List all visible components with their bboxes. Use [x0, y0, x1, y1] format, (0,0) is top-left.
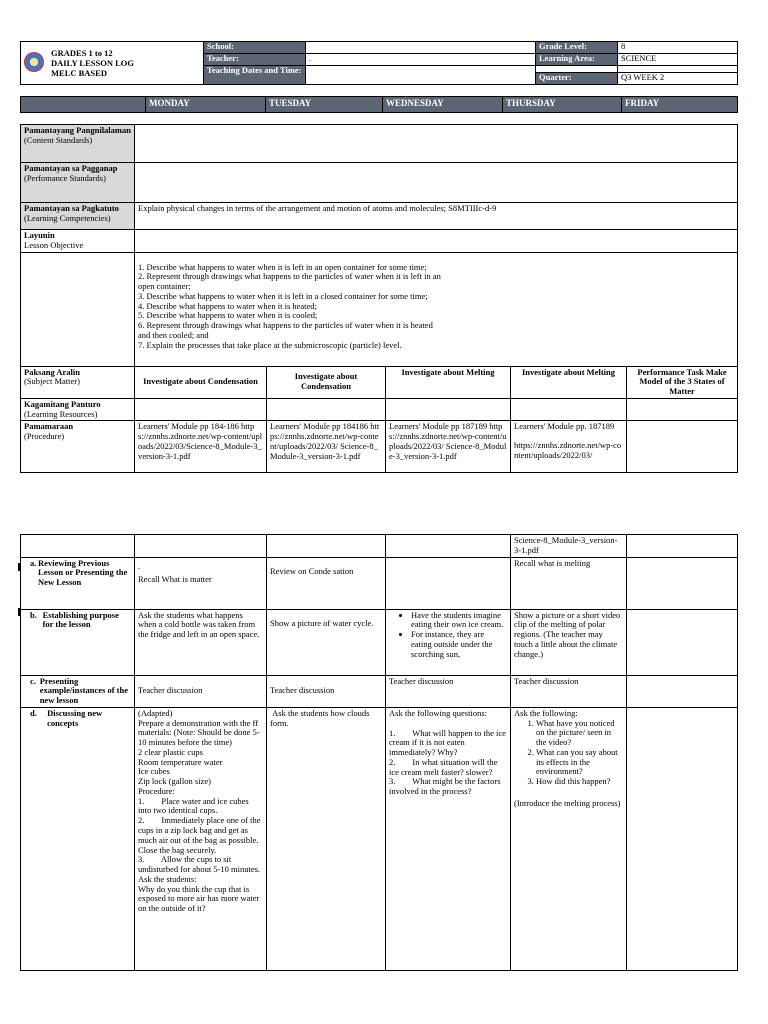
row-d-thu-item: 3. How did this happen?: [536, 777, 623, 787]
day-monday: MONDAY: [146, 97, 266, 113]
row-a-mon: [135, 557, 267, 609]
area-value: SCIENCE: [618, 54, 738, 66]
row-d-thu: [511, 707, 627, 970]
quarter-value: Q3 WEEK 2: [618, 73, 738, 85]
p2-top-thu: Science-8_Module-3_version-3-1.pdf: [511, 535, 627, 558]
row-d-mon: [135, 707, 267, 970]
grade-value: 8: [618, 42, 738, 54]
performance-standards-label: [21, 163, 135, 203]
teacher-label: Teacher:: [204, 54, 306, 66]
objectives-list: [135, 252, 738, 366]
competencies-label: [21, 203, 135, 230]
label-sub: (Content Standards): [24, 134, 93, 145]
row-a-mon-text: Recall What is matter: [138, 574, 212, 585]
resources-fri: [627, 398, 738, 421]
row-d-wed: [386, 707, 511, 970]
row-d-wed-line: Ask the following questions:: [389, 707, 487, 718]
row-b-wed: [386, 609, 511, 675]
row-b-thu: Show a picture or a short video clip of the melting of polar regions. (The teacher may touch a little about the climate change.): [511, 609, 627, 675]
row-c-text: Presenting example/instances of the new lesson: [39, 675, 128, 706]
row-c-label: [21, 675, 135, 707]
log-title: [21, 42, 204, 85]
row-a-mon-dot: .: [138, 560, 141, 571]
row-c-tue: Teacher discussion: [267, 675, 386, 707]
objectives-list-label: [21, 252, 135, 366]
p2-top-fri: [627, 535, 738, 558]
row-b-wed-bullet: • Have the students imagine eating their own ice cream.: [411, 611, 507, 631]
row-d-fri: [627, 707, 738, 970]
day-thursday: THURSDAY: [503, 97, 622, 113]
row-c-thu: Teacher discussion: [511, 675, 627, 707]
subject-tuesday: Investigate about Condensation: [267, 366, 386, 398]
area-label: Learning Area:: [536, 54, 618, 66]
procedure-friday: [627, 421, 738, 473]
row-d-tue: Ask the students how clouds form.: [267, 707, 386, 970]
quarter-label: Quarter:: [536, 73, 618, 85]
margin-marker: [18, 608, 20, 616]
competencies-value: Explain physical changes in terms of the arrangement and motion of atoms and molecules; S8MTIIIc-d-9: [135, 203, 738, 230]
resources-wed: [386, 398, 511, 421]
label-sub: Lesson Objective: [24, 239, 84, 250]
objective-item: 6. Represent through drawings what happens to the particles of water when it is heated and then cooled; and: [138, 320, 433, 340]
label-sub: (Perfomance Standards): [24, 172, 106, 183]
p2-top-wed: [386, 535, 511, 558]
row-d-thu-outro: (Introduce the melting process): [514, 797, 621, 808]
school-label: School:: [204, 42, 306, 54]
day-friday: FRIDAY: [622, 97, 738, 113]
row-d-wed-line: 3. What might be the factors involved in the process?: [389, 776, 503, 797]
row-d-mon-line: 3. Allow the cups to sit undisturbed for about 5-10 minutes.: [138, 854, 261, 875]
p2-top-tue: [267, 535, 386, 558]
lesson-table-page2: [20, 534, 738, 971]
row-d-mon-line: (Adapted): [138, 707, 173, 718]
row-a-fri: [627, 557, 738, 609]
dates-label: Teaching Dates and Time:: [204, 66, 306, 85]
days-corner: [21, 97, 146, 113]
row-a-letter: a.: [30, 557, 37, 568]
objective-item: 3. Describe what happens to water when it is left in a closed container for some time;: [138, 290, 428, 301]
objective-item: 1. Describe what happens to water when it is left in an open container for some time;: [138, 261, 427, 272]
row-c-letter: c.: [30, 675, 36, 686]
procedure-monday: Learners' Module pp 184-186 https://znnhs.zdnorte.net/wp-content/uploads/2022/03/Science-8_Module-3_version-3-1.pdf: [135, 421, 267, 473]
row-d-label: [21, 707, 135, 970]
row-b-label: [21, 609, 135, 675]
label-main: Pamamaraan: [24, 421, 74, 432]
resources-thu: [511, 398, 627, 421]
subject-friday: Performance Task Make Model of the 3 States of Matter: [627, 366, 738, 398]
objective-item: 7. Explain the processes that take place at the submicroscopic (particle) level.: [138, 339, 402, 350]
objective-value: [135, 230, 738, 253]
margin-marker: [18, 563, 20, 571]
title-line-1: GRADES 1 to 12: [51, 47, 113, 58]
row-a-text: Reviewing Previous Lesson or Presenting the New Lesson: [38, 557, 128, 588]
content-standards-value: [135, 125, 738, 163]
objective-label: [21, 230, 135, 253]
p2-top-label: [21, 535, 135, 558]
title-line-2: DAILY LESSON LOG: [51, 57, 134, 68]
subject-thursday: Investigate about Melting: [511, 366, 627, 398]
procedure-thursday-module: Learners' Module pp. 187189: [514, 421, 615, 432]
procedure-thursday: [511, 421, 627, 473]
row-a-wed: [386, 557, 511, 609]
row-d-mon-line: Ask the students:: [138, 873, 197, 884]
day-tuesday: TUESDAY: [266, 97, 383, 113]
subject-matter-label: [21, 366, 135, 398]
label-sub: (Learning Resources): [24, 408, 98, 419]
row-d-mon-line: 1. Place water and ice cubes into two identical cups.: [138, 795, 251, 816]
row-b-text: Establishing purpose for the lesson: [42, 609, 119, 630]
days-bar: [20, 96, 738, 113]
teacher-value: .: [306, 54, 536, 66]
school-value: [306, 42, 536, 54]
label-main: Paksang Aralin: [24, 366, 80, 377]
label-sub: (Subject Matter): [24, 376, 80, 387]
title-line-3: MELC BASED: [51, 68, 107, 79]
label-main: Pamantayang Pangnilalaman: [24, 125, 131, 135]
row-d-mon-line: Why do you think the cup that is exposed to more air has more water on the outside of it?: [138, 883, 260, 914]
procedure-thursday-link: https://znnhs.zdnorte.net/wp-content/uploads/2022/03/: [514, 440, 622, 460]
subject-wednesday: Investigate about Melting: [386, 366, 511, 398]
label-main: Pamantayan sa Pagganap: [24, 163, 118, 173]
resources-mon: [135, 398, 267, 421]
row-c-mon: Teacher discussion: [135, 675, 267, 707]
row-d-wed-line: 2. In what situation will the ice cream melt faster? slower?: [389, 756, 500, 777]
row-c-fri: [627, 675, 738, 707]
performance-standards-value: [135, 163, 738, 203]
row-d-mon-line: Zip lock (gallon size): [138, 776, 211, 787]
row-d-mon-line: Room temperature water: [138, 756, 223, 767]
row-d-mon-line: 2 clear plastic cups: [138, 746, 203, 757]
row-c-wed: Teacher discussion: [386, 675, 511, 707]
label-main: Kagamitang Panturo: [24, 398, 101, 409]
dates-value: [306, 66, 536, 85]
row-a-label: [21, 557, 135, 609]
p2-top-mon: [135, 535, 267, 558]
grade-spacer: [536, 66, 618, 73]
row-b-fri: [627, 609, 738, 675]
lesson-table-page1: [20, 124, 738, 473]
header-table: [20, 41, 738, 85]
procedure-wednesday: Learners' Module pp 187189 https://znnhs.zdnorte.net/wp-content/uploads/2022/03/ Science-8_Module-3_version-3-1.pdf: [386, 421, 511, 473]
row-b-wed-bullet: • For instance, they are eating outside under the scorching sun,: [411, 630, 507, 659]
row-d-mon-line: 2. Immediately place one of the cups in a zip lock bag and get as much air out of the bag as possible. Close the bag securely.: [138, 815, 263, 855]
row-b-mon: Ask the students what happens when a cold bottle was taken from the fridge and left in an open space.: [135, 609, 267, 675]
row-a-thu: Recall what is melting: [511, 557, 627, 609]
objective-item: 2. Represent through drawings what happens to the particles of water when it is left in an open container;: [138, 271, 441, 292]
label-sub: (Procedure): [24, 431, 65, 442]
row-d-thu-item: 2. What can you say about its effects in the environment?: [536, 748, 623, 777]
row-d-thu-item: 1. What have you noticed on the picture/ seen in the video?: [536, 719, 623, 748]
row-d-thu-intro: Ask the following:: [514, 707, 578, 718]
row-d-mon-line: Prepare a demonstration with the ff materials: (Note: Should be done 5-10 minutes before the time): [138, 717, 260, 748]
row-d-mon-line: Ice cubes: [138, 766, 170, 777]
row-a-tue: Review on Conde sation: [267, 557, 386, 609]
day-wednesday: WEDNESDAY: [383, 97, 503, 113]
resources-label: [21, 398, 135, 421]
procedure-tuesday: Learners' Module pp 184186 https://znnhs.zdnorte.net/wp-content/uploads/2022/03/ Science-8_Module-3_version-3-1.pdf: [267, 421, 386, 473]
row-d-wed-line: 1. What will happen to the ice cream if it is not eaten immediately? Why?: [389, 727, 509, 758]
subject-monday: Investigate about Condensation: [135, 366, 267, 398]
grade-label: Grade Level:: [536, 42, 618, 54]
content-standards-label: [21, 125, 135, 163]
row-b-tue: Show a picture of water cycle.: [267, 609, 386, 675]
objective-item: 4. Describe what happens to water when it is heated;: [138, 300, 317, 311]
objective-item: 5. Describe what happens to water when it is cooled;: [138, 310, 318, 321]
row-d-text: Discussing new concepts: [47, 707, 103, 728]
procedure-label: [21, 421, 135, 473]
label-main: Pamantayan sa Pagkatuto: [24, 203, 119, 213]
row-d-mon-line: Procedure:: [138, 785, 175, 796]
label-main: Layunin: [24, 230, 55, 240]
label-sub: (Learning Competencies): [24, 212, 111, 223]
resources-tue: [267, 398, 386, 421]
row-b-letter: b.: [30, 609, 37, 620]
area-spacer: [618, 66, 738, 73]
row-d-letter: d.: [30, 707, 37, 718]
